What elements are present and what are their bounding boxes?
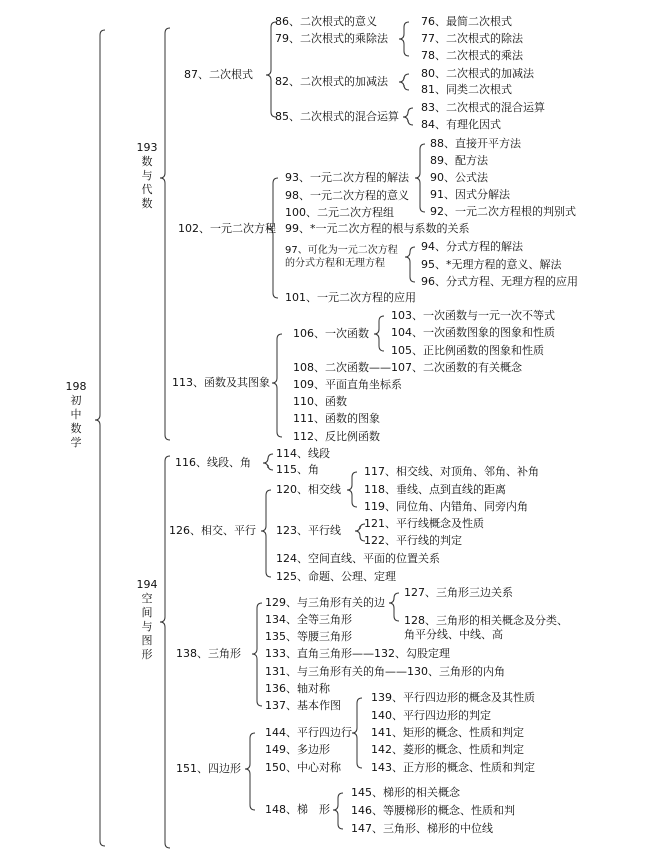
node-109: 109、平面直角坐标系 <box>293 378 402 391</box>
node-106-bracket <box>374 316 384 351</box>
node-149: 149、多边形 <box>265 743 330 756</box>
node-140: 140、平行四边形的判定 <box>371 709 491 722</box>
node-119: 119、同位角、内错角、同旁内角 <box>364 500 528 513</box>
node-120-bracket <box>347 472 357 507</box>
node-80: 80、二次根式的加减法 <box>421 67 534 80</box>
node-79: 79、二次根式的乘除法 <box>275 32 388 45</box>
node-86: 86、二次根式的意义 <box>275 15 377 28</box>
node-138-bracket <box>252 603 262 706</box>
branch-194-line-4: 与 <box>141 620 153 633</box>
node-133: 133、直角三角形——132、勾股定理 <box>265 647 450 660</box>
node-148-bracket <box>333 793 343 829</box>
node-84: 84、有理化因式 <box>421 118 501 131</box>
branch-194-line-2: 空 <box>141 592 153 605</box>
node-93: 93、一元二次方程的解法 <box>285 171 409 184</box>
node-151-bracket <box>245 733 255 810</box>
root-label-line-2: 初 <box>70 394 82 407</box>
node-142: 142、菱形的概念、性质和判定 <box>371 743 524 756</box>
node-129: 129、与三角形有关的边 <box>265 596 385 609</box>
node-110: 110、函数 <box>293 395 347 408</box>
branch-193-line-3: 与 <box>141 169 153 182</box>
node-114: 114、线段 <box>276 447 330 460</box>
node-118: 118、垂线、点到直线的距离 <box>364 483 506 496</box>
node-146: 146、等腰梯形的概念、性质和判 <box>351 804 515 817</box>
root-bracket <box>95 30 105 846</box>
node-100: 100、二元二次方程组 <box>285 206 394 219</box>
node-102-bracket <box>268 178 278 298</box>
node-89: 89、配方法 <box>430 154 488 167</box>
root-label-line-5: 学 <box>70 436 82 449</box>
root-label-line-4: 数 <box>70 422 82 435</box>
node-93-bracket <box>415 144 425 212</box>
node-88: 88、直接开平方法 <box>430 137 521 150</box>
root-label-line-1: 198 <box>65 380 87 393</box>
node-137: 137、基本作图 <box>265 699 341 712</box>
branch-194-line-5: 图 <box>141 634 153 647</box>
node-145: 145、梯形的相关概念 <box>351 786 460 799</box>
node-116: 116、线段、角 <box>175 456 251 469</box>
node-139: 139、平行四边形的概念及其性质 <box>371 691 535 704</box>
node-121: 121、平行线概念及性质 <box>364 517 484 530</box>
node-82-bracket <box>399 74 409 90</box>
node-105: 105、正比例函数的图象和性质 <box>391 344 544 357</box>
branch-194-line-3: 间 <box>141 606 153 619</box>
node-83: 83、二次根式的混合运算 <box>421 101 545 114</box>
node-108: 108、二次函数——107、二次函数的有关概念 <box>293 361 522 374</box>
node-136: 136、轴对称 <box>265 682 330 695</box>
node-103: 103、一次函数与一元一次不等式 <box>391 309 555 322</box>
branch-194-line-6: 形 <box>141 648 153 661</box>
node-95: 95、*无理方程的意义、解法 <box>421 258 562 271</box>
node-77: 77、二次根式的除法 <box>421 32 523 45</box>
node-143: 143、正方形的概念、性质和判定 <box>371 761 535 774</box>
node-116-bracket <box>263 454 273 470</box>
node-82: 82、二次根式的加减法 <box>275 75 388 88</box>
node-135: 135、等腰三角形 <box>265 630 352 643</box>
node-127: 127、三角形三边关系 <box>404 586 513 599</box>
node-131: 131、与三角形有关的角——130、三角形的内角 <box>265 665 505 678</box>
node-76: 76、最简二次根式 <box>421 15 512 28</box>
branch-193-line-1: 193 <box>136 141 158 154</box>
node-128-line-2: 角平分线、中线、高 <box>404 628 503 641</box>
node-147: 147、三角形、梯形的中位线 <box>351 822 493 835</box>
node-96: 96、分式方程、无理方程的应用 <box>421 275 578 288</box>
node-85: 85、二次根式的混合运算 <box>275 110 399 123</box>
node-122: 122、平行线的判定 <box>364 534 462 547</box>
node-115: 115、角 <box>276 463 319 476</box>
node-144: 144、平行四边行 <box>265 726 352 739</box>
node-126: 126、相交、平行 <box>169 524 256 537</box>
node-97-line-2: 的分式方程和无理方程 <box>285 258 385 269</box>
node-124: 124、空间直线、平面的位置关系 <box>276 552 440 565</box>
node-138: 138、三角形 <box>176 647 241 660</box>
branch-194-line-1: 194 <box>136 578 158 591</box>
node-113: 113、函数及其图象 <box>172 376 270 389</box>
node-99: 99、*一元二次方程的根与系数的关系 <box>285 222 470 235</box>
node-129-bracket <box>389 593 399 621</box>
root-label-line-3: 中 <box>70 408 82 421</box>
node-102: 102、一元二次方程 <box>178 222 276 235</box>
node-106: 106、一次函数 <box>293 327 369 340</box>
node-91: 91、因式分解法 <box>430 188 510 201</box>
node-128-line-1: 128、三角形的相关概念及分类、 <box>404 614 568 627</box>
node-104: 104、一次函数图象的图象和性质 <box>391 326 555 339</box>
node-117: 117、相交线、对顶角、邻角、补角 <box>364 465 539 478</box>
node-97-line-1: 97、可化为一元二次方程 <box>285 245 398 256</box>
node-94: 94、分式方程的解法 <box>421 240 523 253</box>
node-labels <box>66 14 579 835</box>
node-134: 134、全等三角形 <box>265 613 352 626</box>
branch-193-bracket <box>160 28 170 440</box>
node-90: 90、公式法 <box>430 171 488 184</box>
node-85-bracket <box>403 108 413 125</box>
node-101: 101、一元二次方程的应用 <box>285 291 416 304</box>
branch-193-line-2: 数 <box>141 155 153 168</box>
node-98: 98、一元二次方程的意义 <box>285 189 409 202</box>
node-112: 112、反比例函数 <box>293 430 380 443</box>
node-123: 123、平行线 <box>276 524 341 537</box>
node-97-bracket <box>405 247 415 282</box>
node-113-bracket <box>272 334 282 437</box>
branch-194-bracket <box>160 456 170 848</box>
node-144-bracket <box>352 698 362 768</box>
branch-193-line-5: 数 <box>141 197 153 210</box>
node-92: 92、一元二次方程根的判别式 <box>430 205 576 218</box>
branch-193-line-4: 代 <box>141 183 153 196</box>
node-120: 120、相交线 <box>276 483 341 496</box>
node-125: 125、命题、公理、定理 <box>276 570 396 583</box>
node-79-bracket <box>399 22 409 56</box>
node-141: 141、矩形的概念、性质和判定 <box>371 726 524 739</box>
node-150: 150、中心对称 <box>265 761 341 774</box>
node-126-bracket <box>261 490 271 577</box>
node-87: 87、二次根式 <box>184 68 253 81</box>
node-148: 148、梯 形 <box>265 803 330 816</box>
node-111: 111、函数的图象 <box>293 412 380 425</box>
node-81: 81、同类二次根式 <box>421 83 512 96</box>
node-78: 78、二次根式的乘法 <box>421 49 523 62</box>
node-151: 151、四边形 <box>176 762 241 775</box>
